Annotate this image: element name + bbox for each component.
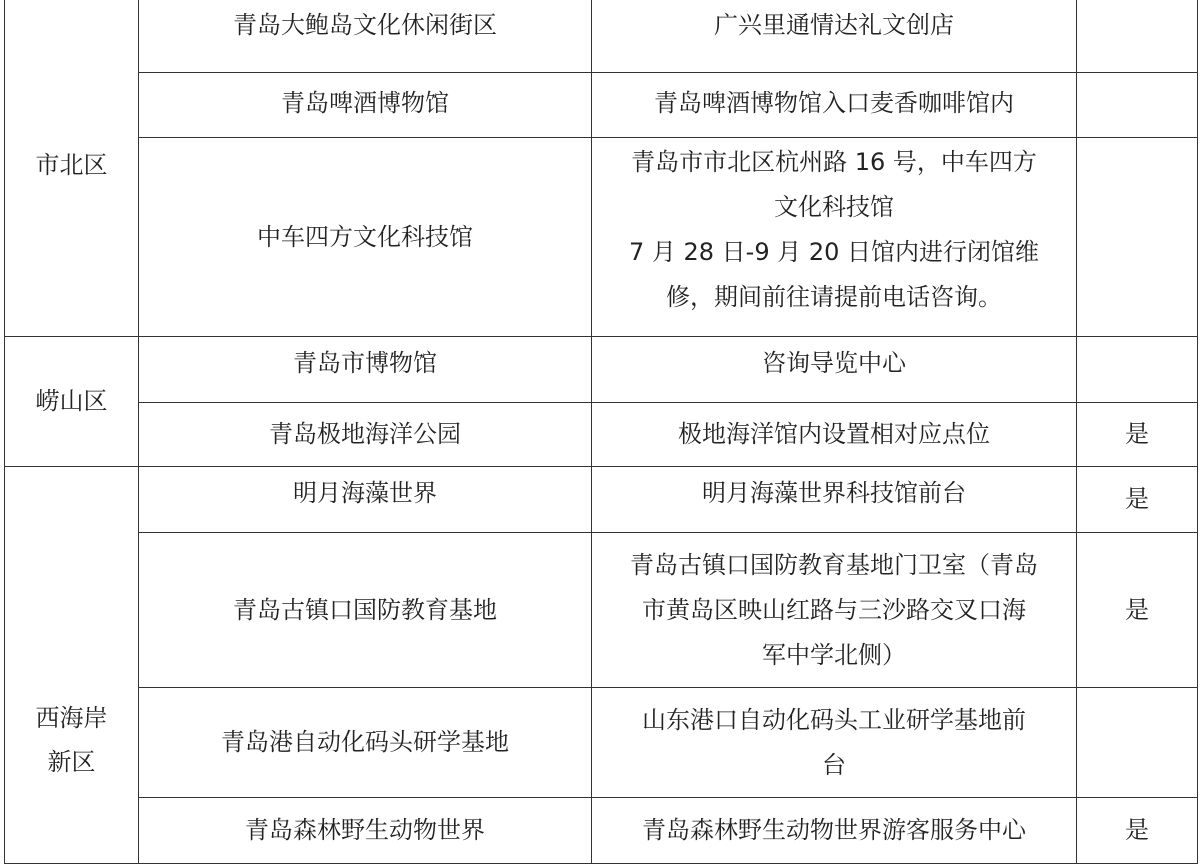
venue-table xyxy=(4,0,1198,864)
flag-cell xyxy=(1077,138,1198,337)
flag-value: 是 xyxy=(1125,420,1149,448)
flag-cell xyxy=(1077,337,1198,403)
flag-value: 是 xyxy=(1125,485,1149,513)
location-line: 青岛森林野生动物世界游客服务中心 xyxy=(642,816,1026,844)
location-cell xyxy=(592,467,1077,533)
venue-name: 青岛港自动化码头研学基地 xyxy=(221,728,509,756)
venue-cell xyxy=(139,403,592,467)
venue-name: 青岛市博物馆 xyxy=(293,349,437,377)
venue-cell xyxy=(139,138,592,337)
location-line: 青岛啤酒博物馆入口麦香咖啡馆内 xyxy=(654,89,1014,117)
flag-cell xyxy=(1077,467,1198,533)
district-label: 西海岸 xyxy=(35,704,108,732)
location-cell xyxy=(592,0,1077,73)
venue-cell xyxy=(139,0,592,73)
location-line: 市黄岛区映山红路与三沙路交叉口海 xyxy=(642,595,1026,624)
location-line: 军中学北侧） xyxy=(762,640,906,669)
table-row xyxy=(5,0,1198,73)
flag-cell xyxy=(1077,0,1198,73)
location-cell xyxy=(592,73,1077,138)
venue-cell xyxy=(139,337,592,403)
location-cell xyxy=(592,688,1077,798)
venue-name: 青岛森林野生动物世界 xyxy=(245,816,485,844)
venue-name: 青岛啤酒博物馆 xyxy=(281,89,449,117)
table-row xyxy=(5,798,1198,864)
location-line: 7 月 28 日-9 月 20 日馆内进行闭馆维 xyxy=(628,238,1040,266)
district-cell xyxy=(5,337,139,467)
district-label: 崂山区 xyxy=(35,387,108,415)
venue-name: 青岛极地海洋公园 xyxy=(269,420,461,448)
table-row xyxy=(5,403,1198,467)
location-line: 山东港口自动化码头工业研学基地前 xyxy=(642,705,1026,734)
flag-cell xyxy=(1077,688,1198,798)
venue-name: 青岛大鲍岛文化休闲街区 xyxy=(233,11,497,39)
location-cell xyxy=(592,403,1077,467)
table-row xyxy=(5,467,1198,533)
flag-cell xyxy=(1077,403,1198,467)
location-line: 明月海藻世界科技馆前台 xyxy=(702,479,966,507)
venue-name: 青岛古镇口国防教育基地 xyxy=(233,595,497,624)
flag-value: 是 xyxy=(1125,816,1149,844)
district-cell xyxy=(5,467,139,864)
location-cell xyxy=(592,337,1077,403)
location-line: 文化科技馆 xyxy=(774,193,894,221)
venue-cell xyxy=(139,467,592,533)
district-label: 新区 xyxy=(47,748,96,776)
venue-name: 明月海藻世界 xyxy=(293,479,437,507)
flag-value: 是 xyxy=(1125,595,1149,624)
flag-cell xyxy=(1077,533,1198,688)
location-cell xyxy=(592,533,1077,688)
location-cell xyxy=(592,798,1077,864)
venue-cell xyxy=(139,73,592,138)
venue-cell xyxy=(139,688,592,798)
location-line: 修，期间前往请提前电话咨询。 xyxy=(666,283,1002,311)
flag-cell xyxy=(1077,73,1198,138)
location-line: 青岛古镇口国防教育基地门卫室（青岛 xyxy=(630,550,1038,579)
table-row xyxy=(5,533,1198,688)
venue-name: 中车四方文化科技馆 xyxy=(257,222,473,251)
table-row xyxy=(5,688,1198,798)
location-line: 广兴里通情达礼文创店 xyxy=(714,11,954,39)
location-line: 咨询导览中心 xyxy=(762,349,906,377)
venue-cell xyxy=(139,798,592,864)
district-label: 市北区 xyxy=(35,151,108,179)
location-cell xyxy=(592,138,1077,337)
district-cell xyxy=(5,0,139,337)
location-line: 台 xyxy=(822,750,846,779)
flag-cell xyxy=(1077,798,1198,864)
venue-cell xyxy=(139,533,592,688)
location-line: 青岛市市北区杭州路 16 号，中车四方 xyxy=(631,148,1037,176)
table-row xyxy=(5,138,1198,337)
table-row xyxy=(5,73,1198,138)
location-line: 极地海洋馆内设置相对应点位 xyxy=(678,420,990,448)
table-row xyxy=(5,337,1198,403)
